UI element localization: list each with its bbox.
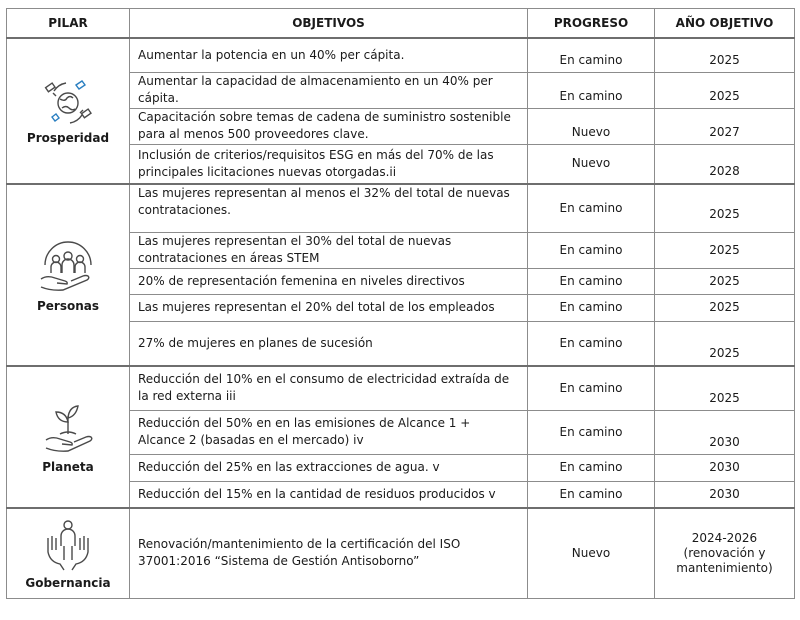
year-cell: 2025 bbox=[655, 72, 795, 108]
progress-cell: En camino bbox=[528, 454, 655, 481]
objective-cell: Capacitación sobre temas de cadena de suministro sostenible para al menos 500 proveedores clave. bbox=[130, 108, 528, 144]
year-cell: 2027 bbox=[655, 108, 795, 144]
progress-cell: En camino bbox=[528, 268, 655, 294]
objective-cell: Reducción del 50% en en las emisiones de Alcance 1 + Alcance 2 (basadas en el mercado) iv bbox=[130, 410, 528, 454]
year-cell: 2025 bbox=[655, 38, 795, 72]
table-row bbox=[7, 38, 795, 72]
year-cell: 2030 bbox=[655, 454, 795, 481]
objective-cell: Las mujeres representan al menos el 32% del total de nuevas contrataciones. bbox=[130, 184, 528, 232]
header-pilar: PILAR bbox=[7, 9, 130, 39]
year-cell: 2030 bbox=[655, 481, 795, 508]
objective-cell: Las mujeres representan el 30% del total de nuevas contrataciones en áreas STEM bbox=[130, 232, 528, 268]
progress-cell: En camino bbox=[528, 294, 655, 321]
header-objetivos: OBJETIVOS bbox=[130, 9, 528, 39]
year-cell: 2025 bbox=[655, 232, 795, 268]
year-cell: 2025 bbox=[655, 294, 795, 321]
progress-cell: Nuevo bbox=[528, 144, 655, 184]
objective-cell: 27% de mujeres en planes de sucesión bbox=[130, 321, 528, 366]
pillar-label: Planeta bbox=[42, 460, 94, 474]
progress-cell: En camino bbox=[528, 321, 655, 366]
pillar-label: Prosperidad bbox=[26, 131, 110, 145]
year-cell: 2025 bbox=[655, 268, 795, 294]
progress-cell: Nuevo bbox=[528, 508, 655, 598]
objective-cell: Aumentar la capacidad de almacenamiento en un 40% per cápita. bbox=[130, 72, 528, 108]
year-cell: 2024-2026 (renovación y mantenimiento) bbox=[655, 508, 795, 598]
header-progreso: PROGRESO bbox=[528, 9, 655, 39]
objective-cell: Reducción del 15% en la cantidad de residuos producidos v bbox=[130, 481, 528, 508]
objective-cell: Renovación/mantenimiento de la certificación del ISO 37001:2016 “Sistema de Gestión Antisoborno” bbox=[130, 508, 528, 598]
objective-cell: Reducción del 10% en el consumo de electricidad extraída de la red externa iii bbox=[130, 366, 528, 410]
pillar-cell-prosperidad bbox=[7, 38, 130, 184]
table-row bbox=[7, 184, 795, 232]
objective-cell: Inclusión de criterios/requisitos ESG en más del 70% de las principales licitaciones nuevas otorgadas.ii bbox=[130, 144, 528, 184]
progress-cell: En camino bbox=[528, 366, 655, 410]
year-cell: 2025 bbox=[655, 366, 795, 410]
progress-cell: En camino bbox=[528, 410, 655, 454]
table-row bbox=[7, 508, 795, 598]
objective-cell: Aumentar la potencia en un 40% per cápita. bbox=[130, 38, 528, 72]
objectives-table bbox=[6, 8, 795, 599]
year-cell: 2030 bbox=[655, 410, 795, 454]
pillar-group-gobernancia bbox=[7, 508, 795, 598]
pillar-label: Gobernancia bbox=[25, 576, 111, 591]
pillar-group-planeta bbox=[7, 366, 795, 508]
table-row bbox=[7, 366, 795, 410]
progress-cell: En camino bbox=[528, 481, 655, 508]
pillar-group-prosperidad bbox=[7, 38, 795, 184]
pillar-cell-gobernancia bbox=[7, 508, 130, 598]
year-cell: 2025 bbox=[655, 184, 795, 232]
progress-cell: En camino bbox=[528, 232, 655, 268]
globe-satellite-icon bbox=[40, 77, 96, 127]
pillar-group-personas bbox=[7, 184, 795, 366]
person-hands-icon bbox=[40, 516, 96, 572]
year-cell: 2025 bbox=[655, 321, 795, 366]
header-row bbox=[7, 9, 795, 39]
objective-cell: 20% de representación femenina en niveles directivos bbox=[130, 268, 528, 294]
pillar-cell-personas bbox=[7, 184, 130, 366]
pillar-cell-planeta bbox=[7, 366, 130, 508]
people-hand-icon bbox=[35, 237, 101, 295]
progress-cell: En camino bbox=[528, 38, 655, 72]
objective-cell: Las mujeres representan el 20% del total de los empleados bbox=[130, 294, 528, 321]
progress-cell: En camino bbox=[528, 184, 655, 232]
header-ano-objetivo: AÑO OBJETIVO bbox=[655, 9, 795, 39]
year-cell: 2028 bbox=[655, 144, 795, 184]
plant-hand-icon bbox=[40, 400, 96, 456]
progress-cell: En camino bbox=[528, 72, 655, 108]
objective-cell: Reducción del 25% en las extracciones de agua. v bbox=[130, 454, 528, 481]
progress-cell: Nuevo bbox=[528, 108, 655, 144]
pillar-label: Personas bbox=[36, 299, 100, 313]
